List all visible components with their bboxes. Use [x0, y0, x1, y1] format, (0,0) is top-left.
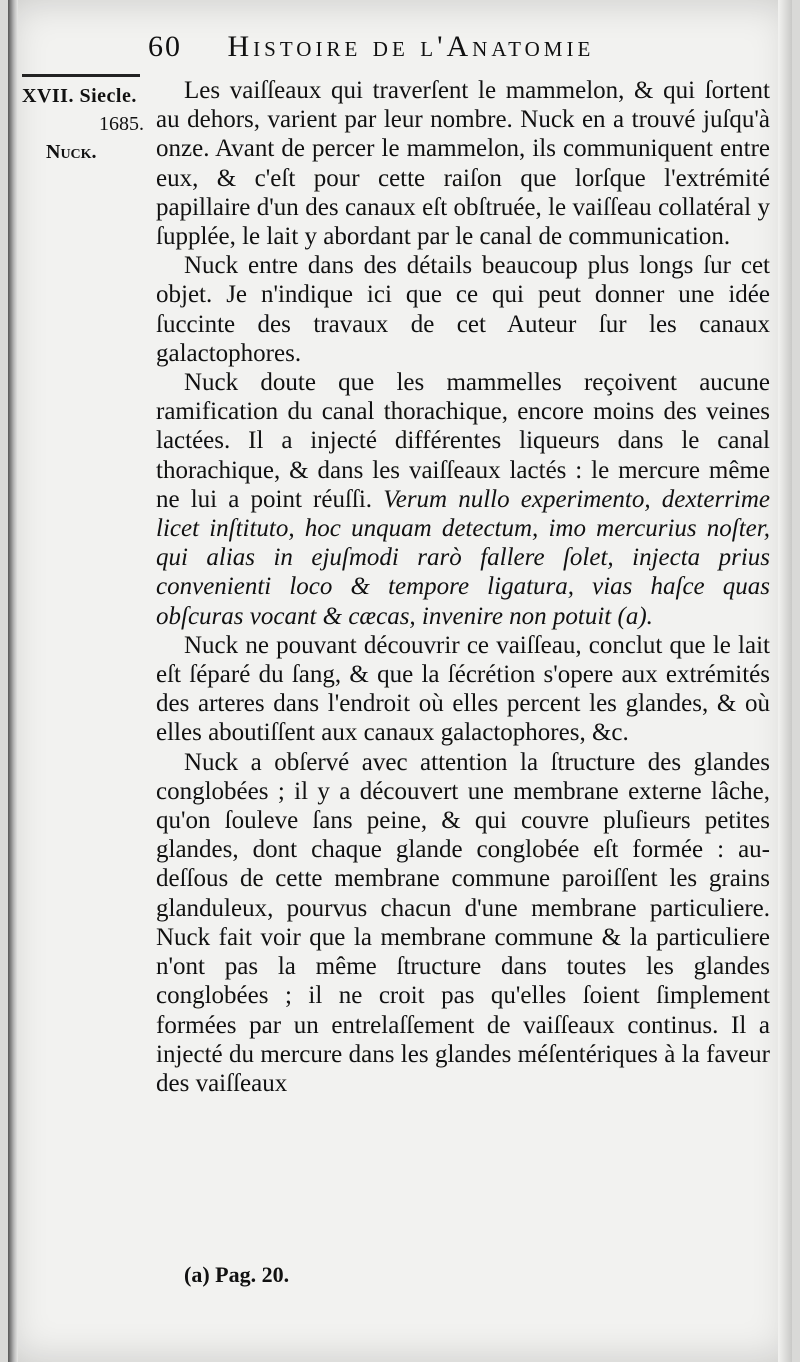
paragraph-3-text: Nuck doute que les mammelles reçoivent aucune ramification du canal thorachique, encore moins des veines lactées. Il a injecté différentes liqueurs dans le canal thorachique, & dans les vaiſſeaux lactés : le mercure même ne lui a point réuſſi.	[156, 369, 770, 513]
margin-notes	[22, 82, 152, 166]
paragraph-5: Nuck a obſervé avec attention la ſtructure des glandes conglobées ; il y a découvert une membrane externe lâche, qu'on ſouleve ſans peine, & qui couvre pluſieurs petites glandes, dont chaque glande conglobée eſt formée : au-deſſous de cette membrane commune paroiſſent les grains glanduleux, pourvus chacun d'une membrane particuliere. Nuck fait voir que la membrane commune & la particuliere n'ont pas la même ſtructure dans toutes les glandes conglobées ; il ne croit pas qu'elles ſoient ſimplement formées par un entrelaſſement de vaiſſeaux continus. Il a injecté du mercure dans les glandes méſentériques à la faveur des vaiſſeaux	[156, 748, 770, 1097]
paragraph-4: Nuck ne pouvant découvrir ce vaiſſeau, conclut que le lait eſt ſéparé du ſang, & que la ſécrétion s'opere aux extrémités des arteres dans l'endroit où elles percent les glandes, & où elles aboutiſſent aux canaux galactophores, &c.	[156, 631, 770, 747]
page-edge	[778, 0, 792, 1362]
paragraph-3	[156, 368, 770, 631]
book-page	[8, 0, 792, 1362]
running-header	[148, 30, 768, 64]
margin-rule	[22, 74, 140, 77]
latin-quotation: Verum nullo experimento, dexterrime licet inſtituto, hoc unquam detectum, imo mercurius noſter, qui alias in ejuſmodi rarò fallere ſolet, injecta prius convenienti loco & tempore ligatura, vias haſce quas obſcuras vocant & cæcas, invenire non potuit (a).	[156, 485, 771, 630]
margin-century: XVII. Siecle.	[22, 85, 137, 107]
page-gutter	[8, 0, 18, 1362]
paragraph-2: Nuck entre dans des détails beaucoup plus longs ſur cet objet. Je n'indique ici que ce qui peut donner une idée ſuccinte des travaux de cet Auteur ſur les canaux galactophores.	[156, 252, 770, 367]
page-number: 60	[148, 30, 182, 63]
margin-author: Nuck.	[46, 141, 97, 163]
paragraph-1: Les vaiſſeaux qui traverſent le mammelon, & qui ſortent au dehors, varient par leur nombre. Nuck en a trouvé juſqu'à onze. Avant de percer le mammelon, ils communiquent entre eux, & c'eſt pour cette raiſon que lorſque l'extrémité papillaire d'un des canaux eſt obſtruée, le vaiſſeau collatéral y ſupplée, le lait y abordant par le canal de communication.	[156, 77, 770, 251]
margin-year: 1685.	[99, 113, 144, 135]
body-text	[156, 76, 770, 1098]
footnote: (a) Pag. 20.	[184, 1262, 290, 1287]
running-title: Histoire de l'Anatomie	[227, 30, 595, 63]
